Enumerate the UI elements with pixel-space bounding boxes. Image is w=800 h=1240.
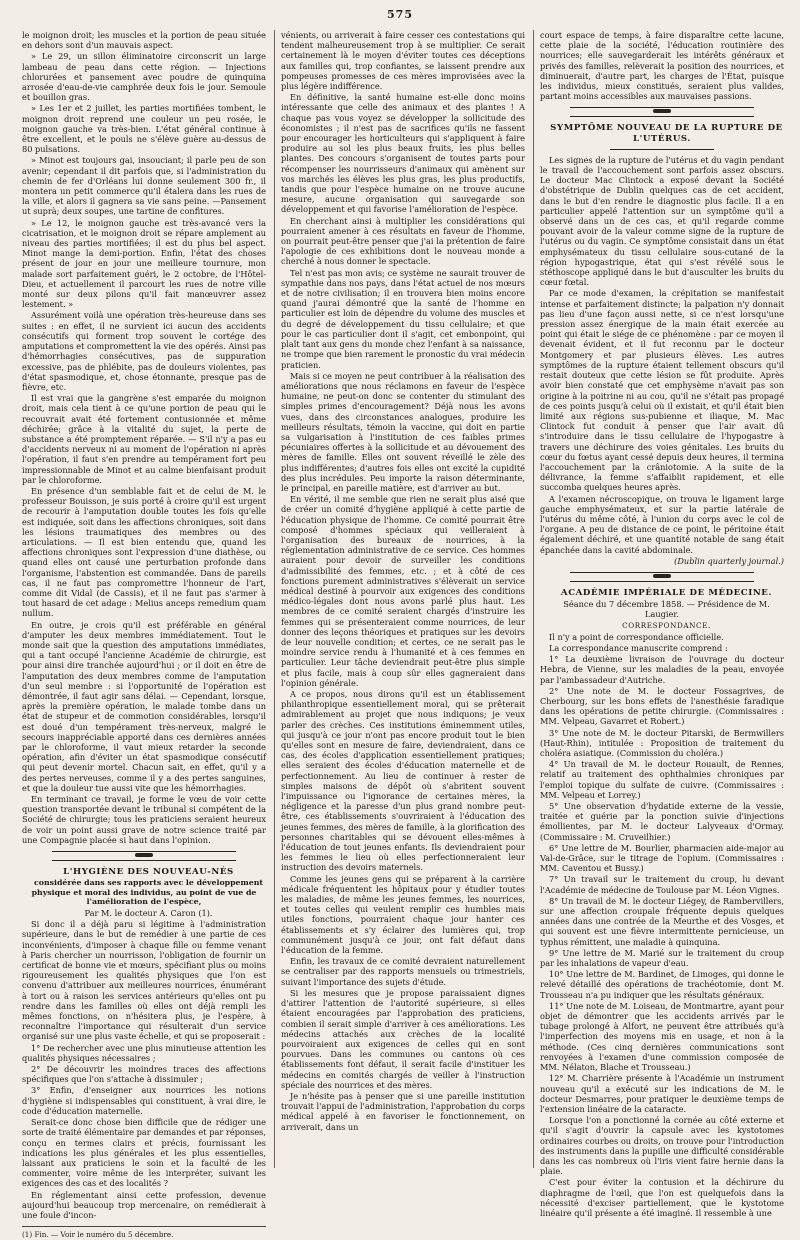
article-uterus-body (540, 155, 784, 555)
paragraph: En définitive, la santé humaine est-elle donc moins intéressante que celle des animaux et des plantes ! A chaque pas vous voyez se développer la sollicitude des économistes ; il n'est pas de sacrifices qu'ils ne fassent pour encourager les horticulteurs qui s'appliquent à faire produire au sol les plus beaux fruits, les plus belles plantes. Des concours s'organisent de toutes parts pour récompenser les nourrisseurs d'animaux qui amènent sur vos marchés les élèves les plus gras, les plus productifs, tandis que pour l'espèce humaine on ne trouve aucune mesure, aucune organisation qui sauvegarde son développement et qui favorise l'amélioration de l'espèce. (281, 92, 525, 215)
paragraph: La correspondance manuscrite comprend : (549, 642, 728, 653)
correspondence-body (540, 632, 784, 1218)
article-hygiene-conclusion (540, 30, 784, 101)
article-byline: Par M. le docteur A. Caron (1). (84, 908, 213, 919)
article-hygiene-body (22, 919, 266, 1220)
paragraph: Comme les jeunes gens qui se préparent à la carrière médicale fréquentent les hôpitaux pour y étudier toutes les maladies, de même les jeunes femmes, les nourrices, et toutes celles qui veulent remplir ces humbles mais utiles fonctions, pourraient chaque jour hanter ces établissements et s'y éclairer des lumières qui, trop communément jusqu'à ce jour, ont fait défaut dans l'éducation de la femme. (281, 873, 525, 956)
paragraph: Si donc il a déjà paru si légitime à l'administration supérieure, dans le but de remédier à une partie de ces inconvénients, d'imposer à chaque fille ou femme venant à Paris chercher un nourrisson, l'obligation de fournir un certificat de bonne vie et mœurs, spécifiant plus ou moins rigoureusement les qualités physiques que l'on est convenu d'attribuer aux meilleures nourrices, énumérant à tort ou à raison les services antérieurs qu'elles ont pu rendre dans les familles où elles ont déjà rempli les mêmes fonctions, on n'hésitera plus, je l'espère, à reconnaître l'importance qui résulterait d'un service organisé sur une plus vaste échelle, et qui se proposerait : (22, 919, 266, 1042)
paragraph: Assurément voilà une opération très-heureuse dans ses suites : en effet, il ne survient ici aucun des accidents consécutifs qui forment trop souvent le cortége des amputations et compromettent la vie des opérés. Ainsi pas d'hémorrhagies consécutives, pas de suppuration excessive, pas de phlébite, pas de douleurs violentes, pas d'état spasmodique, et, chose étonnante, presque pas de fièvre, etc. (22, 310, 266, 392)
paragraph: vénients, ou arriverait à faire cesser ces contestations qui tendent malheureusement trop à se multiplier. Ce serait certainement là le moyen d'éviter toutes ces déceptions aux familles qui, trop confiantes, se laissent prendre aux pompeuses promesses de ces mères improvisées avec la plus légère indifférence. (281, 30, 525, 92)
paragraph: 10° Une lettre de M. Bardinet, de Limoges, qui donne le relevé détaillé des opérations de trachéotomie, dont M. Trousseau n'a pu indiquer que les résultats généraux. (540, 969, 784, 1000)
paragraph: court espace de temps, à faire disparaître cette lacune, cette plaie de la société, l'éducation routinière des nourrices; elle sauvegarderait les intérêts généraux et privés des familles, relèverait la position des nourrices, et diminuerait, d'autre part, les charges de l'État, puisque les individus, mieux constitués, seraient plus valides, partant moins accessibles aux mauvaises passions. (540, 30, 784, 102)
article-hygiene-continued (281, 30, 525, 1132)
paragraph: Serait-ce donc chose bien difficile que de rédiger une sorte de traité élémentaire par demandes et par réponses, conçu en termes clairs et précis, fournissant les indications les plus générales et les plus essentielles, laissant aux praticiens le soin et la faculté de les commenter, voire même de les interpréter, suivant les exigences des cas et des localités ? (22, 1117, 266, 1189)
section-ornament (570, 107, 754, 117)
paragraph: le moignon droit; les muscles et la portion de peau située en dehors sont d'un mauvais aspect. (22, 30, 266, 51)
paragraph: 5° Une observation d'hydatide externe de la vessie, traitée et guérie par la ponction suivie d'injections émollientes, par M. le docteur Lalyveaux d'Ormay. (Commissaire : M. Cruveilhier.) (540, 801, 784, 842)
heading-rule (610, 149, 714, 150)
paragraph: En terminant ce travail, je forme le vœu de voir cette question transportée devant le tribunal si compétent de la Société de chirurgie; tous les praticiens seraient heureux de voir un point aussi grave de notre science traité par une Compagnie placée si haut dans l'opinion. (22, 794, 266, 845)
column-left (22, 30, 266, 1240)
page-number: 575 (387, 8, 413, 21)
paragraph: » Le 12, le moignon gauche est très-avancé vers la cicatrisation, et le moignon droit se répare amplement au niveau des parties mortifiées; il est du plus bel aspect. Minot mange la demi-portion. Enfin, l'état des choses présent de jour en jour une meilleure tournure, mon malade sort parfaitement guéri, le 2 octobre, de l'Hôtel-Dieu, et actuellement il parcourt les rues de notre ville monté sur deux pilons qu'il fait manœuvrer assez lestement. » (22, 217, 266, 310)
column-rule (533, 30, 534, 1168)
paragraph: 7° Un travail sur le traitement du croup, lu devant l'Académie de médecine de Toulouse par M. Léon Vignes. (540, 874, 784, 895)
paragraph: A ce propos, nous dirons qu'il est un établissement philanthropique essentiellement moral, qui se prêterait admirablement au projet que nous indiquons; je veux parler des crèches. Ces institutions éminemment utiles, qui jusqu'à ce jour n'ont pas encore produit tout le bien qu'elles sont en mesure de faire, deviendraient, dans ce cas, des écoles d'application essentiellement pratiques; elles seraient des écoles d'éducation maternelle et de perfectionnement. Au lieu de continuer à rester de simples maisons de dépôt où s'abritent souvent l'impuissance ou l'ignorance de certaines mères, la négligence et la paresse d'un plus grand nombre peut-être, ces établissements s'ouvriraient à l'éducation des jeunes femmes, des mères de famille, à la glorification des personnes charitables qui se dévouent elles-mêmes à l'éducation de tout jeunes enfants. Ils deviendraient pour les femmes le lieu où elles perfectionneraient leur instruction des devoirs maternels. (281, 689, 525, 873)
paragraph: Il n'y a point de correspondance officielle. (549, 631, 724, 642)
footnote: (1) Fin. — Voir le numéro du 5 décembre. (22, 1226, 266, 1240)
column-rule (274, 30, 275, 1168)
paragraph: » Les 1er et 2 juillet, les parties mortifiées tombent, le moignon droit reprend une couleur un peu rosée, le moignon gauche va très-bien. L'état général continue à être excellent, et le pouls ne s'élève guère au-dessus de 80 pulsations. (22, 103, 266, 155)
paragraph: Mais si ce moyen ne peut contribuer à la réalisation des améliorations que nous réclamons en faveur de l'espèce humaine, ne peut-on donc se contenter du stimulant des simples primes d'encouragement? Déjà nous les avons vues, dans des circonstances analogues, produire les meilleurs résultats, témoin la vaccine, qui doit en partie sa vulgarisation à l'institution de ces faibles primes pécuniaires offertes à la sollicitude et au dévouement des mères de famille. Elles ont souvent réveillé le zèle des plus indifférentes; d'autres fois elles ont excité la cupidité des plus incrédules. Peu importe la raison déterminante, le principal, en pareille matière, est d'arriver au but. (281, 370, 525, 493)
paragraph: 2° De découvrir les moindres traces des affections spécifiques que l'on s'attache à dissimuler ; (22, 1064, 266, 1085)
paragraph: Tel n'est pas mon avis; ce système ne saurait trouver de sympathie dans nos pays, dans l'état actuel de nos mœurs et de notre civilisation; il en trouvera bien moins encore quand j'aurai démontré que la santé de l'homme en particulier est loin de dépendre du volume des muscles et du degré de développement du tissu cellulaire; et que pour le cas particulier dont il s'agit, cet embonpoint, qui plaît tant aux gens du monde chez l'enfant à sa naissance, ne trompe que bien rarement le pronostic du vrai médecin praticien. (281, 267, 525, 370)
paragraph: 12° M. Charrière présente à l'Académie un instrument nouveau qu'il a exécuté sur les indications de M. le docteur Desmarres, pour pratiquer le deuxième temps de l'extension linéaire de la cataracte. (540, 1073, 784, 1114)
academy-heading: ACADÉMIE IMPÉRIALE DE MÉDECINE. (560, 587, 773, 598)
paragraph: 2° Une note de M. le docteur Fossagrives, de Cherbourg, sur les bons effets de l'anesthésie faradique dans les opérations de petite chirurgie. (Commissaires : MM. Velpeau, Gavarret et Robert.) (540, 685, 784, 727)
paragraph: C'est pour éviter la contusion et la déchirure du diaphragme de l'œil, que l'on est quelquefois dans la nécessité d'exciser partiellement, que le kystotome linéaire qu'il présente a été imaginé. Il ressemble à une (540, 1177, 784, 1218)
article-heading: SYMPTÔME NOUVEAU DE LA RUPTURE DE L'UTÉRUS. (550, 123, 783, 144)
paragraph: » Minot est toujours gai, insouciant; il parle peu de son avenir; cependant il dit parfois que, si l'administration du chemin de fer d'Orléans lui donne seulement 300 fr., il montera un petit commerce qu'il étalera dans les rues de la ville, et alors il gagnera sa vie sans peine. —Pansement ut suprà; deux soupes, une tartine de confitures. (22, 155, 266, 217)
paragraph: 1° De rechercher avec une plus minutieuse attention les qualités physiques nécessaires ; (22, 1042, 266, 1063)
paragraph: 11° Une note de M. Loiseau, de Montmartre, ayant pour objet de démontrer que les accidents arrivés par le tubage prolongé à Alfort, ne peuvent être attribués qu'à l'imperfection des moyens mis en usage, et non à la méthode. (Ces cinq dernières communications sont renvoyées à l'examen d'une commission composée de MM. Nélaton, Blache et Trousseau.) (540, 1000, 784, 1073)
section-ornament (52, 851, 236, 861)
paragraph: En cherchant ainsi à multiplier les considérations qui pourraient amener à ces résultats en faveur de l'homme, on pourrait peut-être penser que j'ai la prétention de faire l'apologie de ces exhibitions dont le nouveau monde a cherché à nous donner le spectacle. (281, 215, 525, 267)
paragraph: En vérité, il me semble que rien ne serait plus aisé que de créer un comité d'hygiène appliqué à cette partie de l'éducation physique de l'homme. Ce comité pourrait être composé d'hommes spéciaux qui veilleraient à l'organisation des bureaux de nourrices, à la réglementation administrative de ce service. Ces hommes auraient pour devoir de surveiller les conditions d'admissibilité des femmes, etc. ; et à côté de ces fonctions purement administratives s'élèverait un service médical destiné à pourvoir aux exigences des conditions médico-légales dont nous avons parlé plus haut. Les membres de ce comité seraient chargés d'instruire les femmes qui se présenteraient comme nourrices, de leur donner des leçons théoriques et pratiques sur les devoirs de leur nouvelle condition; et certes, ce ne serait pas le moindre service rendu à l'humanité et à ces femmes en particulier. Leur tâche deviendrait peut-être plus simple et plus facile, mais à coup sûr elles gagneraient dans l'opinion générale. (281, 494, 525, 688)
paragraph: 4° Un travail de M. le docteur Rouault, de Rennes, relatif au traitement des ophthalmies chroniques par l'emploi topique du sulfate de cuivre. (Commissaires : MM. Velpeau et Lorrey.) (540, 759, 784, 800)
paragraph: 9° Une lettre de M. Marié sur le traitement du croup par les inhalations de vapeur d'eau. (540, 947, 784, 969)
paragraph: En présence d'un semblable fait et de celui de M. le professeur Bouisson, je suis porté à croire qu'il est urgent de recourir à l'amputation double toutes les fois qu'elle est indiquée, soit dans les affections chroniques, soit dans les lésions traumatiques des membres ou des articulations. — Il est bien entendu que, quand les affections chroniques sont l'expression d'une diathèse, ou quand elles ont causé une perturbation profonde dans l'organisme, l'abstention est commandée. Dans de pareils cas, il ne faut pas compromettre l'honneur de l'art, comme dit Vidal (de Cassis), et il ne faut pas s'armer à tout hasard de cet adage : Melius anceps remedium quam nullum. (22, 485, 266, 619)
column-middle (281, 30, 525, 1168)
paragraph: En outre, je crois qu'il est préférable en général d'amputer les deux membres immédiatement. Tout le monde sait que la question des amputations immédiates, qui a tant occupé l'ancienne Académie de chirurgie, est pour ainsi dire tranchée aujourd'hui ; or il doit en être de l'amputation des deux membres comme de l'amputation d'un seul membre : si l'opportunité de l'opération est démontrée, il faut agir sans délai. — Cependant, lorsque, après la première opération, le malade tombe dans un état de stupeur et de commotion considérables, lorsqu'il est doué d'un tempérament très-nerveux, malgré le secours inappréciable apporté dans ces dernières années par le chloroforme, il vaut mieux retarder la seconde opération, afin d'éviter un état spasmodique consécutif qui peut devenir mortel. Chacun sait, en effet, qu'il y a des pertes nerveuses, comme il y a des pertes sanguines, et que la douleur tue aussi vite que les hémorrhagies. (22, 619, 266, 793)
paragraph: Si les mesures que je propose paraissaient dignes d'attirer l'attention de l'autorité supérieure, si elles étaient encouragées par l'approbation des praticiens, combien il serait simple d'arriver à ces améliorations. Les médecins attachés aux crèches de la localité pourvoiraient aux exigences de celles qui en sont pourvues. Dans les communes ou cantons où ces établissements font défaut, il serait facile d'instituer les médecins en comités chargés de veiller à l'instruction spéciale des nourrices et des mères. (281, 987, 525, 1090)
paragraph: En réglementant ainsi cette profession, devenue aujourd'hui beaucoup trop mercenaire, on remédierait à une foule d'incon- (22, 1189, 266, 1220)
paragraph: Les signes de la rupture de l'utérus et du vagin pendant le travail de l'accouchement sont parfois assez obscurs. Le docteur Mac Clintock a exposé devant la Société d'obstétrique de Dublin quelques cas de cet accident, dans le but d'en rendre le diagnostic plus facile. Il a en particulier appelé l'attention sur un symptôme qu'il a observé dans un de ces cas, et qu'il regarde comme pouvant avoir de la valeur comme signe de la rupture de l'utérus ou du vagin. Ce symptôme consistait dans un état emphysémateux du tissu cellulaire sous-cutané de la région hypogastrique, état qui s'est révélé sous le stéthoscope appliqué dans le but d'ausculter les bruits du cœur fœtal. (540, 154, 784, 288)
paragraph: Je n'hésite pas à penser que si une pareille institution trouvait l'appui de l'administration, l'approbation du corps médical appelé à en favoriser le fonctionnement, on arriverait, dans un (281, 1090, 525, 1132)
article-source: (Dublin quarterly journal.) (674, 555, 784, 566)
section-ornament (570, 572, 754, 582)
session-line: Séance du 7 décembre 1858. — Présidence de M. Laugier. (563, 599, 770, 620)
article-amputation-end (22, 30, 266, 845)
paragraph: 3° Une note de M. le docteur Pitarski, de Bermwillers (Haut-Rhin), intitulée : Proposition de traitement du choléra asiatique. (Commission du choléra.) (540, 727, 784, 758)
paragraph: A l'examen nécroscopique, on trouva le ligament large gauche emphysémateux, et sur la partie latérale de l'utérus du même côté, à l'union du corps avec le col de l'organe. A peu de distance de ce point, le péritoine était également déchiré, et une quantité notable de sang était épanchée dans la cavité abdominale. (540, 493, 784, 555)
paragraph: Par ce mode d'examen, la crépitation se manifestait intense et parfaitement distincte; la palpation n'y donnait pas lieu d'une façon aussi nette, si ce n'est lorsqu'une pression assez énergique de la main était exercée au point qui était le siége de ce phénomène : par ce moyen il devenait évident, et il fut reconnu par le docteur Montgomery et par plusieurs élèves. Les autres symptômes de la rupture étaient tellement obscurs qu'il restait douteux que cette lésion se fût produite. Après avoir bien constaté que cet emphysème n'avait pas son origine à la poitrine ni au cou, qu'il ne s'était pas propagé de ces points jusqu'à celui où il existait, et qu'il était bien limité aux régions sus-pubienne et iliaque, M. Mac Clintock fut conduit à penser que l'air avait dû s'introduire dans le tissu cellulaire de l'hypogastre à travers une déchirure des voies génitales. Les bruits du cœur du fœtus ayant cessé depuis deux heures, il termina l'accouchement par la crâniotomie. A la suite de la délivrance, la femme s'affaiblit rapidement, et elle succomba quelques heures après. (540, 288, 784, 493)
paragraph: Il est vrai que la gangrène s'est emparée du moignon droit, mais cela tient à ce qu'une portion de peau qui le recouvrait avait été fortement contusionnée et même déchirée; grâce à la vitalité du sujet, la perte de substance a été promptement réparée. — S'il n'y a pas eu d'accidents nerveux ni au moment de l'opération ni après l'opération, il faut s'en prendre au tempérament fort peu impressionnable de Minot et au calme bienfaisant produit par le chloroforme. (22, 393, 266, 485)
article-heading: L'HYGIÈNE DES NOUVEAU-NÉS (63, 867, 234, 878)
paragraph: 8° Un travail de M. le docteur Liégey, de Rambervillers, sur une affection croupale fréquente depuis quelques années dans une contrée de la Meurthe et des Vosges, et qui souvent est une fièvre intermittente pernicieuse, un typhus rémittent, une maladie à quinquina. (540, 895, 784, 947)
paragraph: » Le 29, un sillon éliminatoire circonscrit un large lambeau de peau dans cette région. — Injections chlorurées et pansement avec poudre de quinquina arrosée d'eau-de-vie camphrée deux fois le jour. Semoule et bouillon gras. (22, 51, 266, 103)
paragraph: 6° Une lettre de M. Bourlier, pharmacien aide-major au Val-de-Grâce, sur le titrage de l'opium. (Commissaires : MM. Caventou et Bussy.) (540, 842, 784, 874)
column-right (540, 30, 784, 1218)
paragraph: Lorsque l'on a ponctionné la cornée au côté externe et qu'il s'agit d'ouvrir la capsule avec les kystotomes ordinaires courbes ou droits, on trouve pour l'introduction des instruments dans la pupille une difficulté considérable dans les cas nombreux où l'iris vient faire hernie dans la plaie. (540, 1115, 784, 1177)
correspondence-heading: CORRESPONDANCE. (622, 620, 711, 630)
paragraph: Enfin, les travaux de ce comité devraient naturellement se centraliser par des rapports mensuels ou trimestriels, suivant l'importance des sujets d'étude. (281, 956, 525, 987)
article-subheading: considérée dans ses rapports avec le développement physique et moral des individus, au point de vue de l'amélioration de l'espèce, (31, 878, 263, 907)
paragraph: 1° La deuxième livraison de l'ouvrage du docteur Hebra, de Vienne, sur les maladies de la peau, envoyée par l'ambassadeur d'Autriche. (540, 654, 784, 685)
paragraph: 3° Enfin, d'enseigner aux nourrices les notions d'hygiène si indispensables qui constituent, à vrai dire, le code d'éducation maternelle. (22, 1085, 266, 1116)
